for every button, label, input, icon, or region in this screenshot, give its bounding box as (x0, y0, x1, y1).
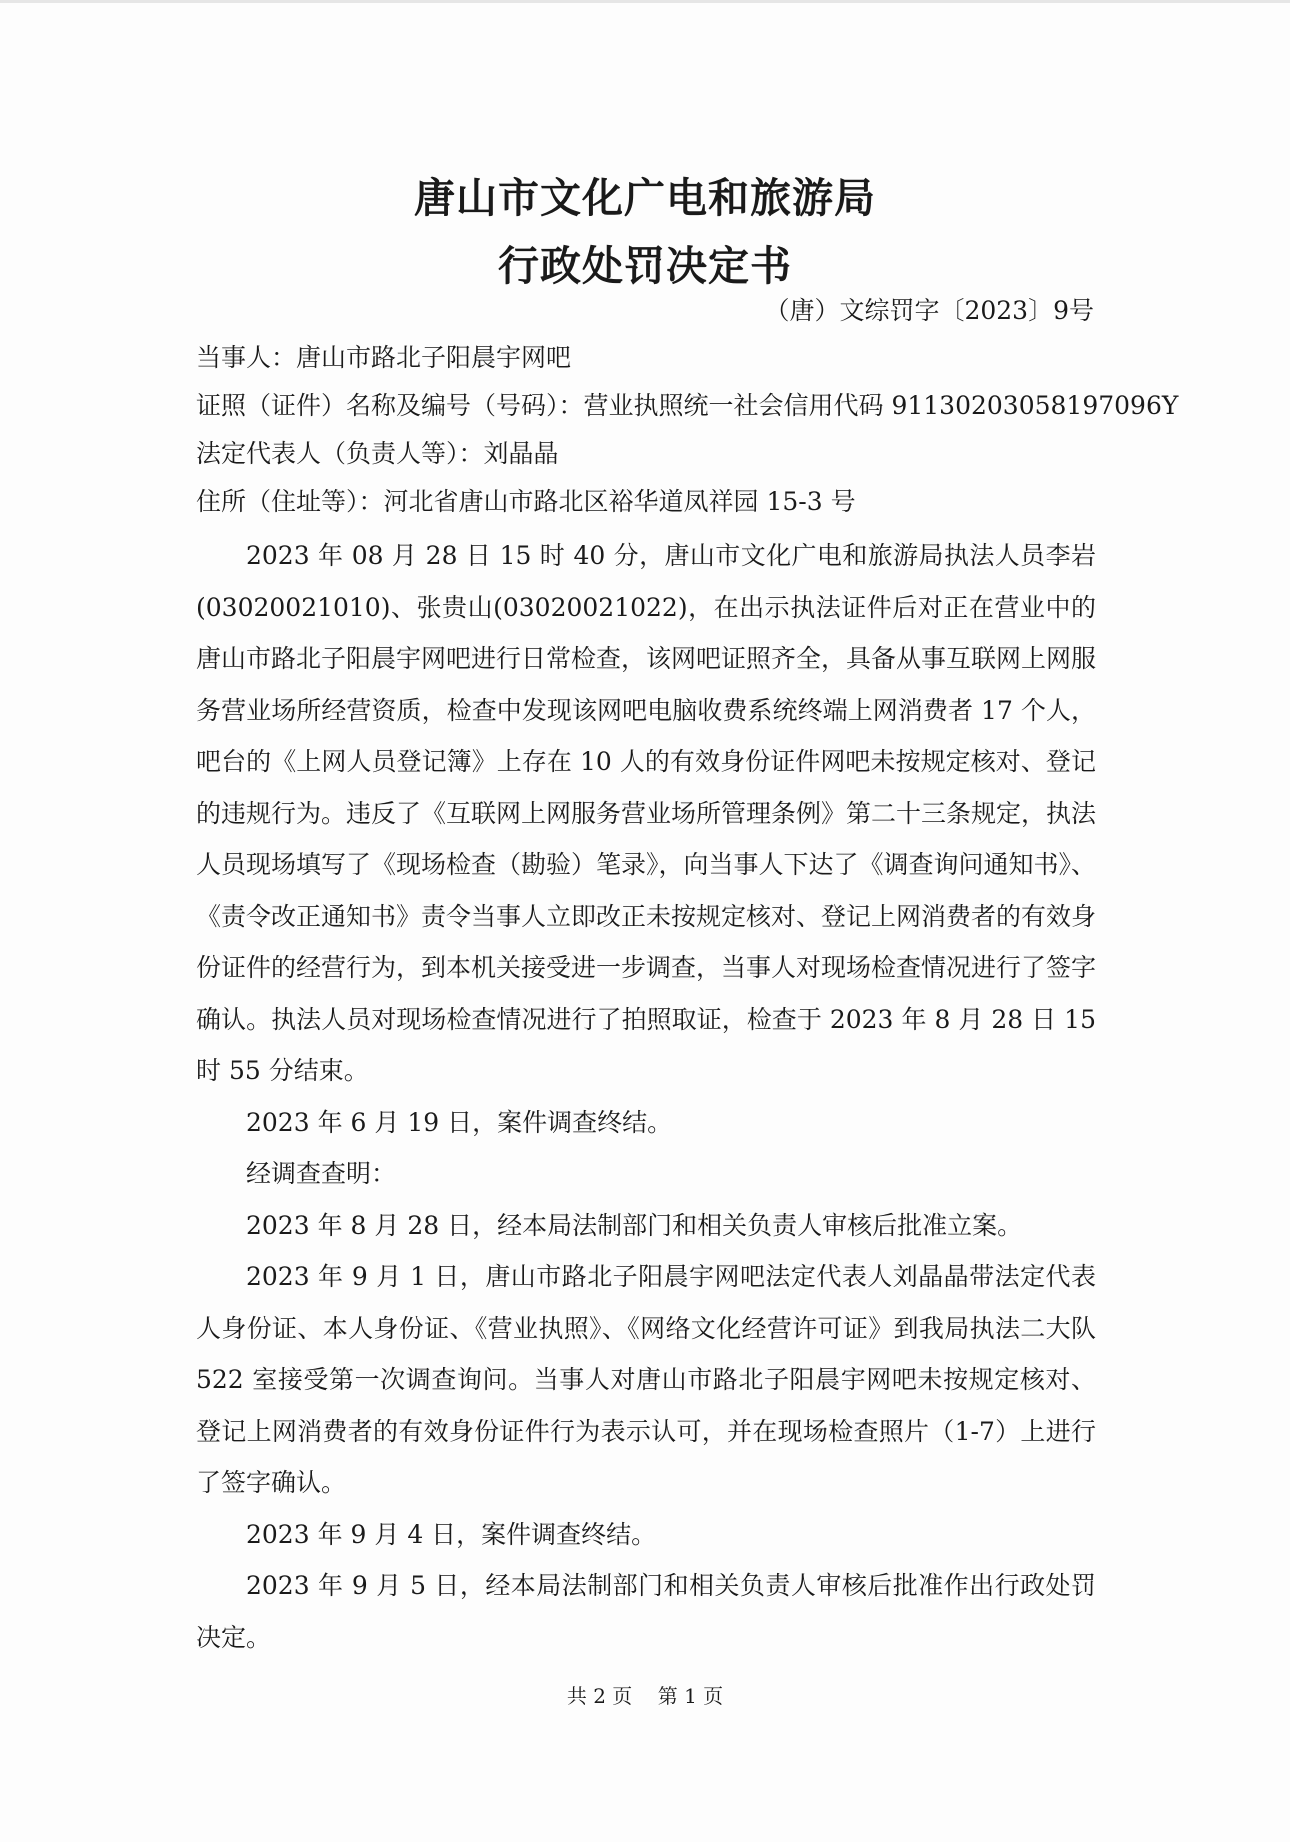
paragraph-findings-heading: 经调查查明： (246, 1159, 397, 1188)
representative-label: 法定代表人（负责人等）： (196, 439, 484, 468)
paragraph-inspection: 2023 年 08 月 28 日 15 时 40 分，唐山市文化广电和旅游局执法人员李岩(03020021010)、张贵山(03020021022)，在出示执法证件后对正在营业中的唐山市路北子阳晨宇网吧进行日常检查，该网吧证照齐全，具备从事互联网上网服务营业场所经营资质，检查中发现该网吧电脑收费系统终端上网消费者 17 个人，吧台的《上网人员登记簿》上存在 10 人的有效身份证件网吧未按规定核对、登记的违规行为。违反了《互联网上网服务营业场所管理条例》第二十三条规定，执法人员现场填写了《现场检查（勘验）笔录》，向当事人下达了《调查询问通知书》、《责令改正通知书》责令当事人立即改正未按规定核对、登记上网消费者的有效身份证件的经营行为，到本机关接受进一步调查，当事人对现场检查情况进行了签字确认。执法人员对现场检查情况进行了拍照取证，检查于 2023 年 8 月 28 日 15 时 55 分结束。 (196, 541, 1097, 1085)
party-name-label: 当事人： (196, 343, 297, 372)
scan-edge (0, 0, 1290, 3)
license-row (196, 386, 1178, 422)
document-body (196, 530, 1096, 1663)
address-row (196, 482, 856, 518)
paragraph-investigation-end-1: 2023 年 6 月 19 日，案件调查终结。 (246, 1107, 673, 1137)
paragraph-case-filed: 2023 年 8 月 28 日，经本局法制部门和相关负责人审核后批准立案。 (246, 1210, 1023, 1240)
representative-row (196, 434, 559, 470)
paragraph-inquiry: 2023 年 9 月 1 日，唐山市路北子阳晨宇网吧法定代表人刘晶晶带法定代表人身份证、本人身份证、《营业执照》、《网络文化经营许可证》到我局执法二大队 522 室接受第一次调查询问。当事人对唐山市路北子阳晨宇网吧未按规定核对、登记上网消费者的有效身份证件行为表示认可，并在现场检查照片（1-7）上进行了签字确认。 (196, 1262, 1096, 1497)
license-label: 证照（证件）名称及编号（号码）： (196, 391, 584, 420)
document-title-type: 行政处罚决定书 (498, 242, 792, 290)
address-label: 住所（住址等）： (196, 487, 384, 516)
page-footer: 共 2 页 第 1 页 (566, 1684, 724, 1708)
document-number: （唐）文综罚字〔2023〕9号 (764, 296, 1094, 325)
paragraph-decision-approved: 2023 年 9 月 5 日，经本局法制部门和相关负责人审核后批准作出行政处罚决定。 (196, 1571, 1096, 1652)
representative-value: 刘晶晶 (483, 439, 559, 468)
document-title-issuer: 唐山市文化广电和旅游局 (414, 174, 876, 222)
license-value: 营业执照统一社会信用代码 91130203058197096Y (583, 391, 1179, 420)
address-value: 河北省唐山市路北区裕华道凤祥园 15-3 号 (383, 487, 856, 516)
party-name-row (196, 338, 571, 374)
paragraph-investigation-end-2: 2023 年 9 月 4 日，案件调查终结。 (246, 1519, 657, 1549)
party-name-value: 唐山市路北子阳晨宇网吧 (296, 343, 572, 372)
